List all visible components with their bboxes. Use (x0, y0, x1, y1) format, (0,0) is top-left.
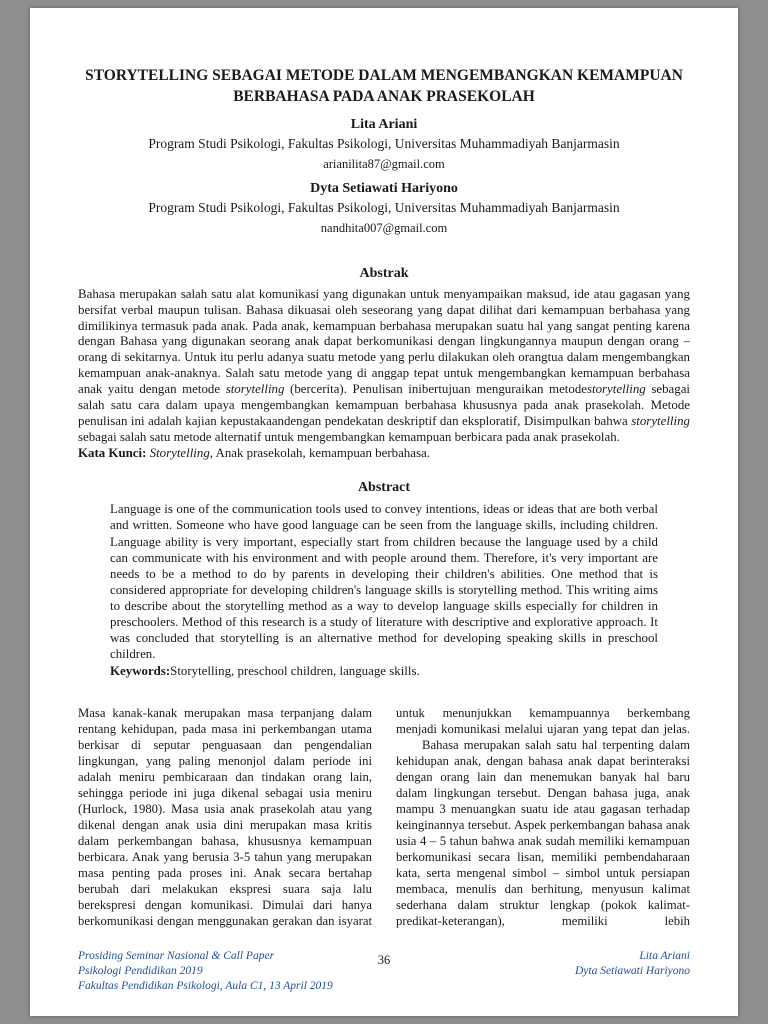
author-email: nandhita007@gmail.com (320, 220, 448, 235)
footer-line: Prosiding Seminar Nasional & Call Paper (78, 950, 275, 963)
footer-line: Dyta Setiawati Hariyono (575, 965, 690, 978)
page-number: 36 (377, 953, 391, 968)
footer-line: Fakultas Pendidikan Psikologi, Aula C1, 13 April 2019 (78, 980, 333, 993)
footer-line: Psikologi Pendidikan 2019 (78, 965, 203, 978)
author-affiliation: Program Studi Psikologi, Fakultas Psikologi, Universitas Muhammadiyah Banjarmasin (148, 199, 620, 215)
document-page (30, 8, 738, 1016)
body-paragraph: untuk menunjukkan kemampuannya berkembang menjadi komunikasi melalui ujaran yang tepat dan jelas. (396, 706, 690, 737)
kata-kunci-line: Kata Kunci: Storytelling, Anak prasekolah, kemampuan berbahasa. (78, 446, 430, 461)
body-column-right (396, 705, 690, 929)
footer-conference-info (78, 949, 354, 994)
author-email: arianilita87@gmail.com (323, 156, 445, 171)
page-footer (78, 949, 690, 994)
author-affiliation: Program Studi Psikologi, Fakultas Psikologi, Universitas Muhammadiyah Banjarmasin (148, 135, 620, 151)
abstrak-body: Bahasa merupakan salah satu alat komunikasi yang digunakan untuk menyampaikan maksud, ide atau gagasan yang bersifat verbal maupun tulisan. Bahasa dikuasai oleh seseorang yang dapat dilihat dari kemampuan berbahasa yang dimilikinya termasuk pada anak. Pada anak, kemampuan berbahasa merupakan suatu hal yang sangat penting karena dengan Bahasa yang digunakan seorang anak dapat berkomunikasi dengan lingkungannya maupun dengan orang – orang di sekitarnya. Untuk itu perlu adanya suatu metode yang perlu dilakukan oleh orangtua dalam mengembangkan kemampuan anak-anaknya. Salah satu metode yang di anggap tepat untuk mengembangkan kemampuan berbahasa anak yaitu dengan metode storytelling (bercerita). Penulisan inibertujuan menguraikan metodestorytelling sebagai salah satu cara dalam upaya mengembangkan kemampuan berbahasa khususnya pada anak prasekolah. Metode penulisan ini adalah kajian kepustakaandengan pendekatan deskriptif dan eksploratif, Disimpulkan bahwa storytelling sebagai salah satu metode alternatif untuk mengembangkan kemampuan berbicara pada anak prasekolah. (78, 286, 690, 444)
body-text-columns (78, 705, 690, 929)
abstrak-heading: Abstrak (359, 265, 409, 281)
author-name: Dyta Setiawati Hariyono (310, 180, 458, 196)
author-name: Lita Ariani (350, 116, 418, 132)
body-paragraph: Bahasa merupakan salah satu hal terpenting dalam kehidupan anak, dengan bahasa anak dapat berinteraksi dengan orang lain dan menemukan banyak hal baru dalam lingkungan tersebut. Dengan bahasa juga, anak mampu 3 menuangkan suatu ide atau gagasan terhadap keinginannya tersebut. Aspek perkembangan bahasa anak usia 4 – 5 tahun bahwa anak sudah memiliki kemampuan berkomunikasi secara lisan, memiliki pembendaharaan kata, serta mengenal simbol – simbol untuk persiapan membaca, menulis dan berhitung, menyusun kalimat sederhana dalam struktur lengkap (pokok kalimat- predikat-keterangan), memiliki lebih (396, 738, 690, 929)
footer-line: Lita Ariani (639, 950, 690, 963)
body-paragraph: Masa kanak-kanak merupakan masa terpanjang dalam rentang kehidupan, pada masa ini perkembangan utama berkisar di seputar penguasaan dan pengendalian lingkungan, yang paling menonjol dalam periode ini adalah meniru pembicaraan dan tindakan orang lain, sehingga periode ini juga dikenal sebagai usia meniru (Hurlock, 1980). Masa usia anak prasekolah atau yang dikenal dengan anak usia dini merupakan masa kritis dalam perkembangan bahasa, khususnya kemampuan berbicara. Anak yang berusia 3-5 tahun yang merupakan masa penting pada proses ini. Anak secara bertahap berubah dari melakukan ekspresi suara saja lalu berekspresi dengan komunikasi. Dimulai dari hanya berkomunikasi dengan menggunakan gerakan dan isyarat (78, 706, 372, 929)
keywords-line: Keywords:Storytelling, preschool children, language skills. (110, 663, 420, 678)
paper-title: STORYTELLING SEBAGAI METODE DALAM MENGEMBANGKAN KEMAMPUAN BERBAHASA PADA ANAK PRASEKOLAH (85, 67, 683, 105)
abstract-heading: Abstract (357, 480, 411, 496)
footer-authors (414, 949, 690, 979)
authors-block (78, 117, 690, 236)
body-column-left (78, 705, 372, 929)
abstract-body: Language is one of the communication tools used to convey intentions, ideas or ideas that are both verbal and written. Someone who have good language can be seen from the language skills, including children. Language ability is very important, especially start from children because the language used by a child can communicate with his environment and with people around them. Therefore, it's very important are needs to be a method to do by parents in developing their children's abilities. One method that is considered appropriate for developing children's language skills is storytelling method. This writing aims to describe about the storytelling method as a way to develop language skills especially for children in preschoolers. Method of this research is a study of literature with descriptive and explorative approach. It was concluded that storytelling is an alternative method for developing speaking skills in preschool children. (110, 502, 658, 662)
abstract-en-block (78, 501, 690, 679)
